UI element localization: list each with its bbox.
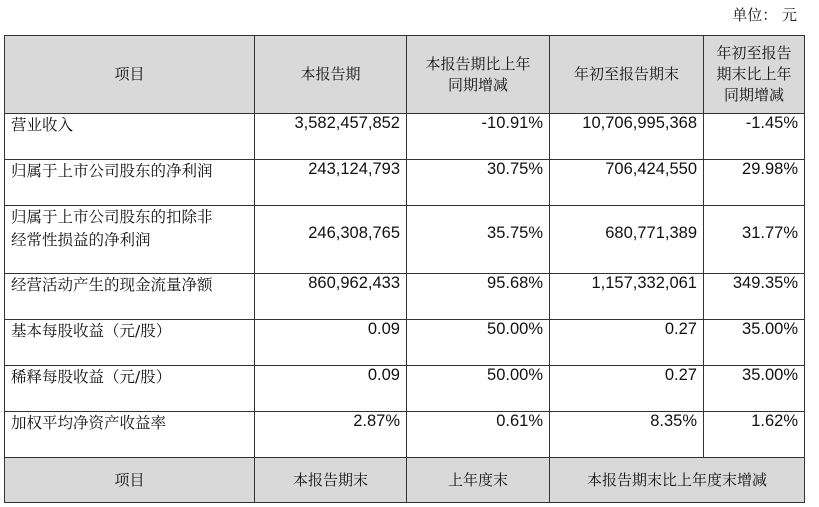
row-label: 经营活动产生的现金流量净额	[5, 274, 255, 320]
table-row	[5, 114, 805, 160]
row-label: 基本每股收益（元/股）	[5, 320, 255, 366]
row-current-yoy: 50.00%	[407, 366, 550, 412]
row-ytd-yoy: -1.45%	[704, 114, 805, 160]
unit-note	[732, 4, 797, 26]
table-row	[5, 160, 805, 206]
header-current-yoy	[407, 36, 550, 114]
row-label-line: 归属于上市公司股东的扣除非	[11, 208, 213, 226]
row-ytd-value: 0.27	[550, 320, 704, 366]
header-ytd: 年初至报告期末	[550, 36, 704, 114]
header-ytd-yoy	[704, 36, 805, 114]
financial-table	[4, 35, 805, 503]
row-ytd-value: 0.27	[550, 366, 704, 412]
row-current-value: 3,582,457,852	[255, 114, 407, 160]
row-ytd-yoy: 349.35%	[704, 274, 805, 320]
row-current-value: 0.09	[255, 366, 407, 412]
footer-item: 项目	[5, 458, 255, 503]
header-ytd-yoy-line: 年初至报告	[716, 44, 792, 62]
row-current-yoy: 30.75%	[407, 160, 550, 206]
row-ytd-value: 10,706,995,368	[550, 114, 704, 160]
row-current-yoy: -10.91%	[407, 114, 550, 160]
row-ytd-yoy: 35.00%	[704, 320, 805, 366]
row-ytd-yoy: 1.62%	[704, 412, 805, 458]
footer-last-year-end: 上年度末	[407, 458, 550, 503]
row-current-yoy: 95.68%	[407, 274, 550, 320]
table-footer-row	[5, 458, 805, 503]
row-ytd-yoy: 29.98%	[704, 160, 805, 206]
header-item: 项目	[5, 36, 255, 114]
table-row	[5, 274, 805, 320]
footer-period-end: 本报告期末	[255, 458, 407, 503]
row-ytd-value: 706,424,550	[550, 160, 704, 206]
row-ytd-value: 8.35%	[550, 412, 704, 458]
header-current-period: 本报告期	[255, 36, 407, 114]
row-ytd-yoy: 35.00%	[704, 366, 805, 412]
row-ytd-value: 680,771,389	[550, 206, 704, 274]
header-ytd-yoy-line: 期末比上年	[716, 65, 792, 83]
row-label-line: 经常性损益的净利润	[11, 231, 151, 249]
row-label: 营业收入	[5, 114, 255, 160]
row-label: 稀释每股收益（元/股）	[5, 366, 255, 412]
row-label: 加权平均净资产收益率	[5, 412, 255, 458]
footer-change: 本报告期末比上年度末增减	[550, 458, 805, 503]
row-current-value: 243,124,793	[255, 160, 407, 206]
table-row	[5, 320, 805, 366]
row-current-value: 0.09	[255, 320, 407, 366]
table-header-row	[5, 36, 805, 114]
table-row	[5, 412, 805, 458]
unit-value: 元	[781, 6, 797, 24]
row-current-yoy: 0.61%	[407, 412, 550, 458]
row-current-yoy: 35.75%	[407, 206, 550, 274]
row-current-value: 2.87%	[255, 412, 407, 458]
header-ytd-yoy-line: 同期增减	[723, 86, 784, 104]
row-label: 归属于上市公司股东的净利润	[5, 160, 255, 206]
row-current-yoy: 50.00%	[407, 320, 550, 366]
row-current-value: 860,962,433	[255, 274, 407, 320]
table-row	[5, 366, 805, 412]
row-label	[5, 206, 255, 274]
row-ytd-value: 1,157,332,061	[550, 274, 704, 320]
unit-label: 单位：	[732, 6, 778, 24]
table-row	[5, 206, 805, 274]
header-current-yoy-line: 本报告期比上年	[425, 54, 531, 73]
header-current-yoy-line: 同期增减	[447, 75, 508, 94]
row-current-value: 246,308,765	[255, 206, 407, 274]
row-ytd-yoy: 31.77%	[704, 206, 805, 274]
